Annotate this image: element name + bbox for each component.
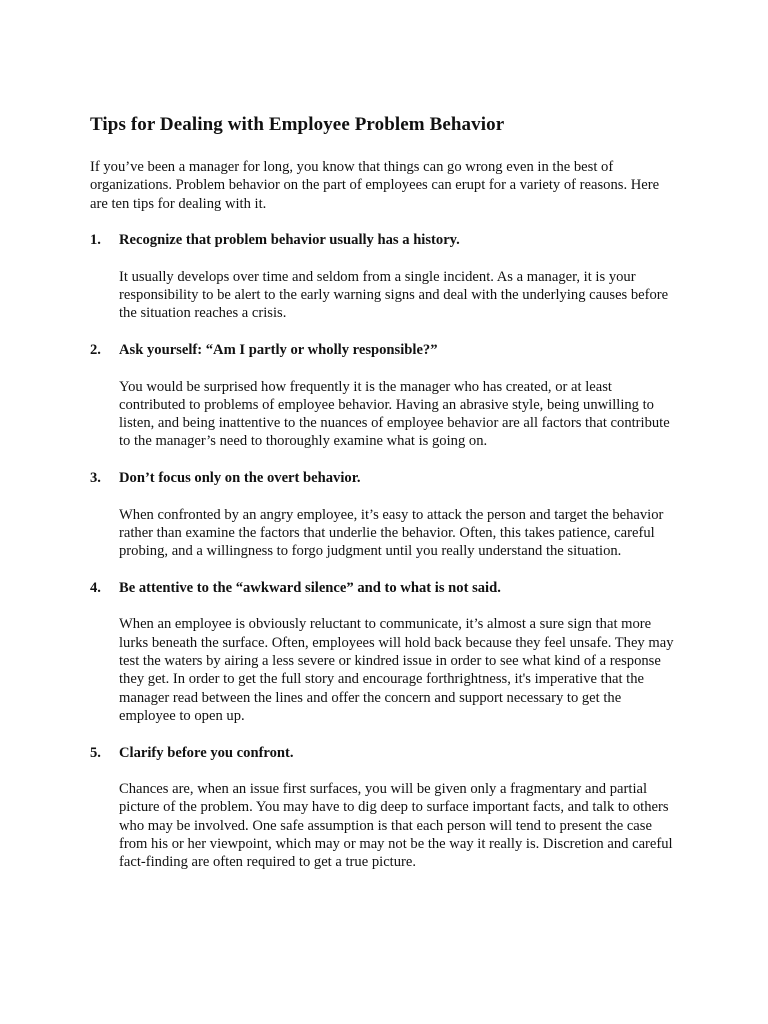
tip-item (90, 579, 680, 725)
tip-heading (90, 744, 680, 762)
tip-body: When confronted by an angry employee, it’s easy to attack the person and target the behavior rather than examine the factors that underlie the behavior. Often, this takes patience, careful probing, and a willingness to forgo judgment until you really understand the situation. (119, 506, 664, 560)
tip-body: It usually develops over time and seldom from a single incident. As a manager, it is your responsibility to be alert to the early warning signs and deal with the underlying causes before the situation reaches a crisis. (119, 268, 669, 322)
tip-number: 2. (90, 341, 101, 358)
tip-item (90, 744, 680, 872)
tip-heading (90, 469, 680, 487)
document-title: Tips for Dealing with Employee Problem Behavior (90, 114, 505, 135)
tip-body: Chances are, when an issue first surfaces, you will be given only a fragmentary and partial picture of the problem. You may have to dig deep to surface important facts, and talk to others who may be involved. One safe assumption is that each person will tend to present the case from his or her viewpoint, which may or may not be the way it really is. Discretion and careful fact-finding are often required to get a true picture. (119, 781, 673, 871)
tip-body: You would be surprised how frequently it is the manager who has created, or at least contributed to problems of employee behavior. Having an abrasive style, being unwilling to listen, and being inattentive to the nuances of employee behavior are all factors that contribute to the manager’s need to thoroughly examine what is going on. (119, 378, 670, 450)
tip-heading (90, 579, 680, 597)
document-page (90, 112, 680, 872)
tip-heading-text: Ask yourself: “Am I partly or wholly responsible?” (119, 341, 438, 358)
tip-number: 5. (90, 744, 101, 761)
tip-heading-text: Clarify before you confront. (119, 744, 294, 761)
tip-body: When an employee is obviously reluctant to communicate, it’s almost a sure sign that more lurks beneath the surface. Often, employees will hold back because they feel unsafe. They may test the waters by airing a less severe or kindred issue in order to see what kind of a response they get. In order to get the full story and encourage forthrightness, it's imperative that the manager read between the lines and offer the concern and support necessary to get the employee to open up. (119, 616, 674, 724)
tip-number: 3. (90, 470, 101, 487)
tip-item (90, 341, 680, 451)
tip-item (90, 231, 680, 322)
tips-list (90, 231, 680, 871)
tip-number: 4. (90, 579, 101, 596)
tip-heading-text: Be attentive to the “awkward silence” and to what is not said. (119, 579, 501, 596)
tip-heading (90, 231, 680, 249)
tip-heading-text: Recognize that problem behavior usually has a history. (119, 232, 460, 249)
tip-heading (90, 341, 680, 359)
tip-heading-text: Don’t focus only on the overt behavior. (119, 470, 361, 487)
tip-number: 1. (90, 232, 101, 249)
tip-item (90, 469, 680, 560)
intro-paragraph: If you’ve been a manager for long, you know that things can go wrong even in the best of organizations. Problem behavior on the part of employees can erupt for a variety of reasons. Here are ten tips for dealing with it. (90, 159, 660, 212)
